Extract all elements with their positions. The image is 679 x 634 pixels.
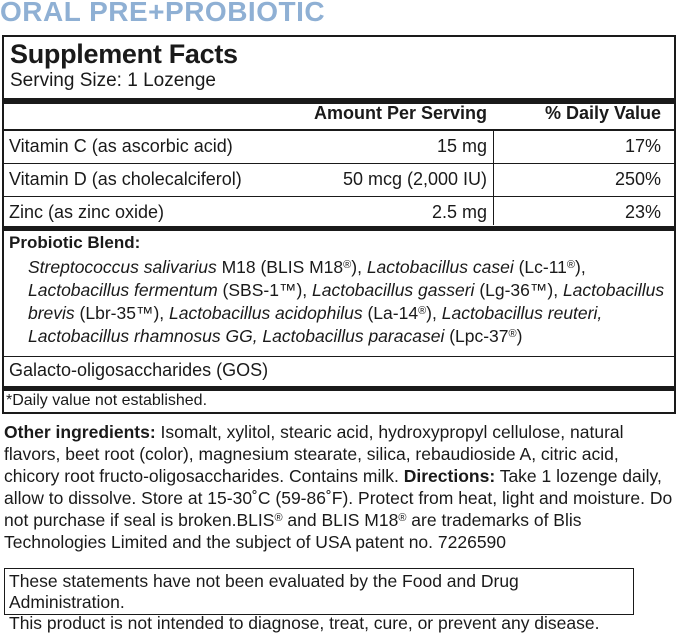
other-ingredients-directions: Other ingredients: Isomalt, xylitol, stearic acid, hydroxypropyl cellulose, natural flavors, beet root (color), magnesium stearate, silica, rebaudioside A, citric acid, chicory root fructo-oligosaccharides. Contains milk. Directions: Take 1 lozenge daily, allow to dissolve. Store at 15-30˚C (59-86˚F). Protect from heat, light and moisture. Do not purchase if seal is broken.BLIS® and BLIS M18® are trademarks of Blis Technologies Limited and the subject of USA patent no. 7226590 — [4, 422, 673, 552]
strain-name: Lactobacillus casei — [366, 257, 514, 277]
column-divider — [493, 164, 494, 196]
row-divider — [4, 356, 674, 357]
serving-size: Serving Size: 1 Lozenge — [10, 70, 216, 91]
nutrient-name: Vitamin C (as ascorbic acid) — [9, 136, 233, 156]
directions-label: Directions: — [403, 466, 496, 486]
strain-name: Lactobacillus acidophilus — [169, 303, 363, 323]
nutrient-daily-value: 17% — [624, 136, 661, 156]
nutrient-daily-value: 250% — [614, 169, 661, 189]
table-row — [4, 164, 674, 196]
product-title: ORAL PRE+PROBIOTIC — [0, 0, 326, 27]
column-header-daily-value: % Daily Value — [544, 103, 661, 123]
directions-text: Take 1 lozenge daily, allow to dissolve. Store at 15-30˚C (59-86˚F). Protect from heat, light and moisture. Do not purchase if seal is broken.BLIS — [4, 466, 673, 530]
probiotic-blend-list: Streptococcus salivarius M18 (BLIS M18®), Lactobacillus casei (Lc-11®), Lactobacillus fermentum (SBS-1™), Lactobacillus gasseri (Lg-36™), Lactobacillus brevis (Lbr-35™), Lactobacillus acidophilus (La-14®), Lactobacillus reuteri, Lactobacillus rhamnosus GG, Lactobacillus paracasei (Lpc-37®) — [28, 257, 665, 346]
other-ingredients-label: Other ingredients: — [4, 422, 156, 442]
nutrient-name: Zinc (as zinc oxide) — [9, 202, 165, 222]
nutrient-amount: 2.5 mg — [431, 202, 487, 222]
fda-disclaimer — [4, 568, 634, 633]
strain-name: Lactobacillus reuteri, Lactobacillus rhamnosus GG, Lactobacillus paracasei — [28, 303, 603, 346]
nutrient-name: Vitamin D (as cholecalciferol) — [9, 169, 242, 189]
table-row — [4, 131, 674, 163]
strain-name: Lactobacillus brevis — [28, 280, 665, 323]
thick-rule — [4, 226, 674, 231]
nutrient-amount: 15 mg — [436, 136, 487, 156]
disclaimer-line: This product is not intended to diagnose, treat, cure, or prevent any disease. — [9, 613, 600, 633]
gos-ingredient: Galacto-oligosaccharides (GOS) — [9, 360, 269, 380]
strain-name: Lactobacillus gasseri — [312, 280, 475, 300]
ingredients-text: Isomalt, xylitol, stearic acid, hydroxypropyl cellulose, natural flavors, beet root (color), magnesium stearate, silica, rebaudioside A, citric acid, chicory root fructo-oligosaccharides. Contains milk. — [4, 422, 624, 486]
strain-name: Streptococcus salivarius — [28, 257, 217, 277]
table-row — [4, 197, 674, 225]
column-header-amount: Amount Per Serving — [313, 103, 487, 123]
disclaimer-line: These statements have not been evaluated by the Food and Drug Administration. — [9, 571, 519, 612]
nutrient-daily-value: 23% — [624, 202, 661, 222]
column-divider — [493, 131, 494, 163]
strain-name: Lactobacillus fermentum — [28, 280, 218, 300]
facts-title: Supplement Facts — [10, 39, 238, 69]
nutrient-amount: 50 mcg (2,000 IU) — [342, 169, 487, 189]
trademark-text: are trademarks of Blis Technologies Limited and the subject of USA patent no. 7226590 — [4, 510, 582, 552]
probiotic-blend-title: Probiotic Blend: — [9, 233, 141, 252]
supplement-facts-panel — [2, 35, 676, 414]
daily-value-footnote: *Daily value not established. — [6, 392, 208, 409]
column-divider — [493, 197, 494, 225]
thick-rule — [4, 386, 674, 391]
